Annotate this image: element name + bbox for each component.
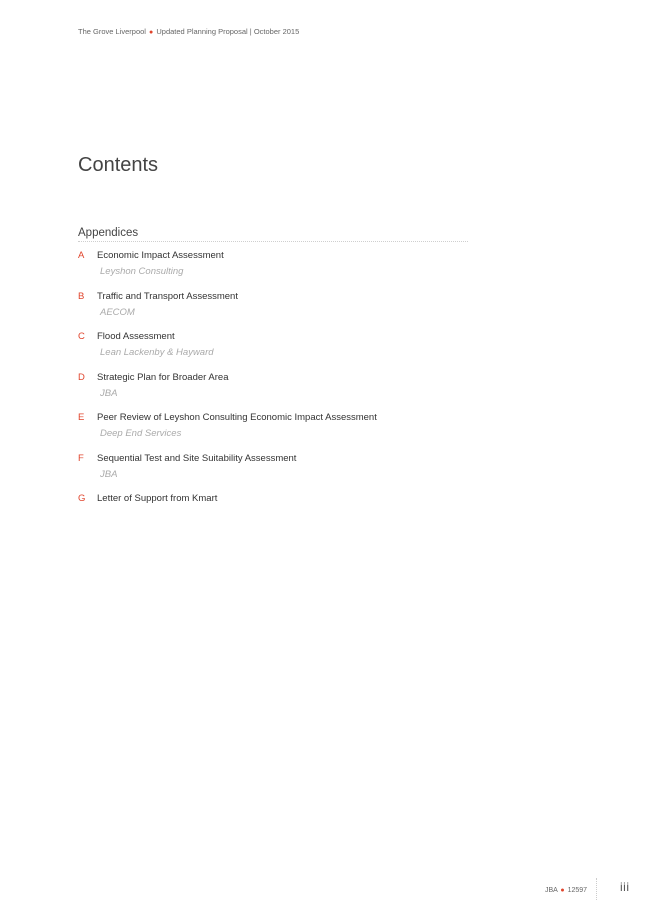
appendix-title[interactable]: Economic Impact Assessment [97,250,224,261]
appendix-author: JBA [100,387,118,399]
appendix-entry[interactable] [78,372,498,413]
header-doc-title: The Grove Liverpool [78,27,146,36]
header-doc-subtitle: Updated Planning Proposal [156,27,248,36]
section-heading: Appendices [78,227,468,242]
appendix-title[interactable]: Strategic Plan for Broader Area [97,371,229,383]
appendix-author: AECOM [100,306,135,318]
appendix-letter: A [78,250,85,261]
appendix-entry[interactable] [78,250,498,291]
appendix-author: JBA [100,468,118,480]
running-header [78,27,299,36]
page-number: iii [620,880,630,894]
appendix-letter: D [78,371,85,383]
appendix-title[interactable]: Peer Review of Leyshon Consulting Economic Impact Assessment [97,412,377,423]
appendix-letter: G [78,493,86,504]
appendix-author: Leyshon Consulting [100,266,184,277]
appendix-letter: C [78,331,85,342]
separator-dot-icon: ● [149,29,154,36]
appendix-title[interactable]: Traffic and Transport Assessment [97,290,238,302]
footer-divider [596,878,597,900]
header-doc-date: | October 2015 [249,27,300,36]
appendix-entry[interactable] [78,453,498,494]
appendix-letter: B [78,290,85,302]
page-title: Contents [78,154,159,176]
appendix-entry[interactable] [78,493,498,534]
appendix-author: Deep End Services [100,428,182,439]
appendix-title[interactable]: Sequential Test and Site Suitability Assessment [97,452,297,464]
appendix-author: Lean Lackenby & Hayward [100,347,214,358]
appendix-title[interactable]: Letter of Support from Kmart [97,493,218,504]
footer-org: JBA [545,887,558,894]
appendix-letter: F [78,452,84,464]
appendix-entry[interactable] [78,291,498,332]
separator-dot-icon: ● [560,887,565,894]
footer-reference [545,887,587,894]
appendix-list [78,250,498,534]
footer-ref-number: 12597 [567,887,588,894]
appendix-title[interactable]: Flood Assessment [97,331,175,342]
appendix-letter: E [78,412,85,423]
appendix-entry[interactable] [78,331,498,372]
appendix-entry[interactable] [78,412,498,453]
